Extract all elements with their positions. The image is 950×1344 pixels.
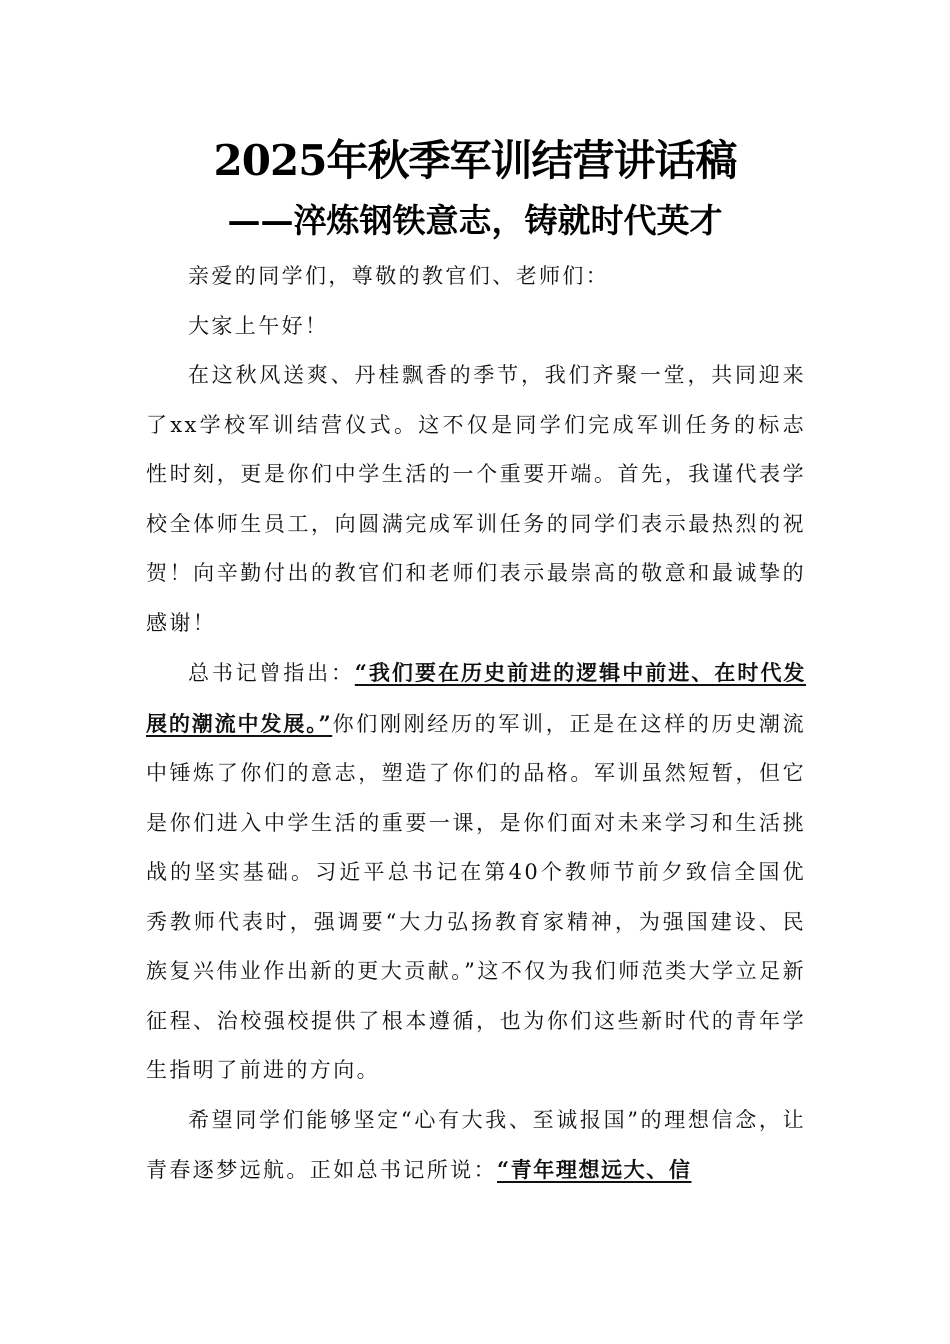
quote-paragraph-2	[146, 1096, 806, 1196]
document-title: 2025年秋季军训结营讲话稿	[213, 136, 737, 185]
salutation-paragraph: 亲爱的同学们，尊敬的教官们、老师们：	[188, 264, 610, 288]
document-subtitle: ——淬炼钢铁意志，铸就时代英才	[227, 201, 723, 240]
emphasized-quote: “我们要在历史前进的逻辑中前进、在时代发展的潮流中发展。”	[146, 660, 806, 736]
paragraph-lead: 总书记曾指出：	[188, 661, 355, 685]
opening-paragraph: 在这秋风送爽、丹桂飘香的季节，我们齐聚一堂，共同迎来了xx学校军训结营仪式。这不仅是同学们完成军训任务的标志性时刻，更是你们中学生活的一个重要开端。首先，我谨代表学校全体师生员工，向圆满完成军训任务的同学们表示最热烈的祝贺！向辛勤付出的教官们和老师们表示最崇高的敬意和最诚挚的感谢！	[146, 363, 806, 635]
paragraph-lead: 希望同学们能够坚定“心有大我、至诚报国”的理想信念，让青春逐梦远航。正如总书记所说：	[146, 1107, 806, 1182]
document-body	[146, 252, 806, 1196]
paragraph-rest: 你们刚刚经历的军训，正是在这样的历史潮流中锤炼了你们的意志，塑造了你们的品格。军训虽然短暂，但它是你们进入中学生活的重要一课，是你们面对未来学习和生活挑战的坚实基础。习近平总书记在第40个教师节前夕致信全国优秀教师代表时，强调要“大力弘扬教育家精神，为强国建设、民族复兴伟业作出新的更大贡献。”这不仅为我们师范类大学立足新征程、治校强校提供了根本遵循，也为你们这些新时代的青年学生指明了前进的方向。	[146, 711, 807, 1082]
emphasized-quote: “青年理想远大、信	[497, 1157, 692, 1182]
greeting-paragraph: 大家上午好！	[188, 313, 329, 338]
quote-paragraph-1	[146, 648, 806, 1096]
